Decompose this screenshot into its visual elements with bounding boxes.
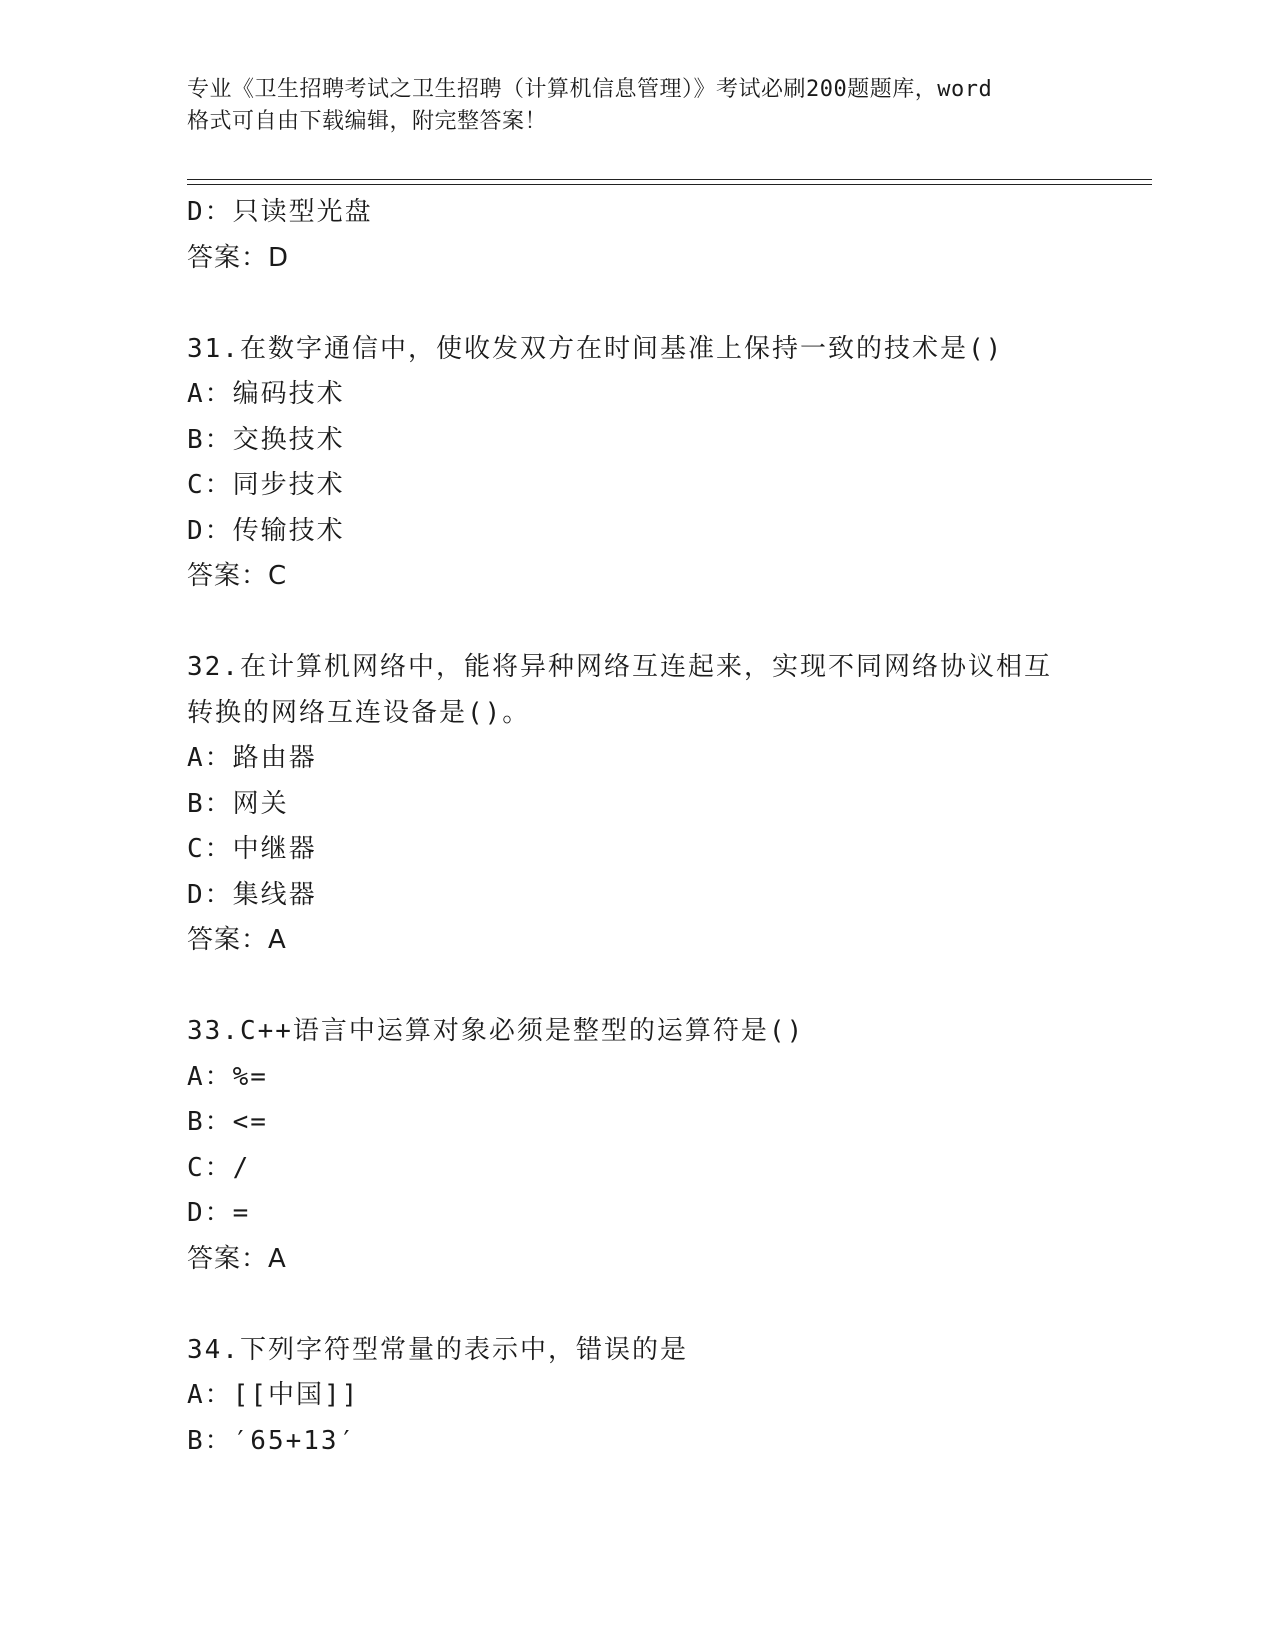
question-text: 34.下列字符型常量的表示中，错误的是 xyxy=(187,1334,688,1365)
spacer xyxy=(187,964,1087,1010)
option-b: B：网关 xyxy=(187,788,289,819)
option-a: A：[[中国]] xyxy=(187,1380,360,1410)
question-text: 33.C++语言中运算对象必须是整型的运算符是() xyxy=(187,1016,805,1046)
option-d: D：= xyxy=(187,1198,251,1228)
answer-line: 答案：A xyxy=(187,925,287,955)
question-32 xyxy=(187,645,1087,964)
option-a: A：%= xyxy=(187,1061,268,1092)
question-33 xyxy=(187,1009,1087,1282)
option-c: C：同步技术 xyxy=(187,470,345,500)
option-d: D：传输技术 xyxy=(187,515,345,546)
option-b: B：交换技术 xyxy=(187,424,345,455)
option-c: C：中继器 xyxy=(187,834,317,864)
header-line-1: 专业《卫生招聘考试之卫生招聘（计算机信息管理）》考试必刷200题题库，word xyxy=(187,77,993,102)
document-header xyxy=(187,74,1087,138)
option-b: B：′65+13′ xyxy=(187,1425,357,1456)
question-list xyxy=(187,190,1087,1464)
header-divider-top xyxy=(187,179,1152,180)
spacer xyxy=(187,1282,1087,1328)
question-text-cont: 转换的网络互连设备是()。 xyxy=(187,697,531,728)
answer-line: 答案：A xyxy=(187,1243,287,1274)
option-d: D：集线器 xyxy=(187,879,317,910)
option-d: D：只读型光盘 xyxy=(187,197,373,227)
spacer xyxy=(187,600,1087,646)
answer-line: 答案：D xyxy=(187,242,290,273)
question-34 xyxy=(187,1328,1087,1465)
question-text: 31.在数字通信中，使收发双方在时间基准上保持一致的技术是() xyxy=(187,333,1004,364)
option-c: C：/ xyxy=(187,1152,251,1183)
question-31 xyxy=(187,327,1087,600)
header-divider-bottom xyxy=(187,184,1152,185)
option-a: A：编码技术 xyxy=(187,379,345,409)
question-text: 32.在计算机网络中，能将异种网络互连起来，实现不同网络协议相互 xyxy=(187,652,1052,682)
spacer xyxy=(187,281,1087,327)
header-line-2: 格式可自由下载编辑，附完整答案！ xyxy=(187,109,548,134)
answer-line: 答案：C xyxy=(187,561,288,591)
option-b: B：<= xyxy=(187,1107,268,1137)
option-a: A：路由器 xyxy=(187,743,317,773)
